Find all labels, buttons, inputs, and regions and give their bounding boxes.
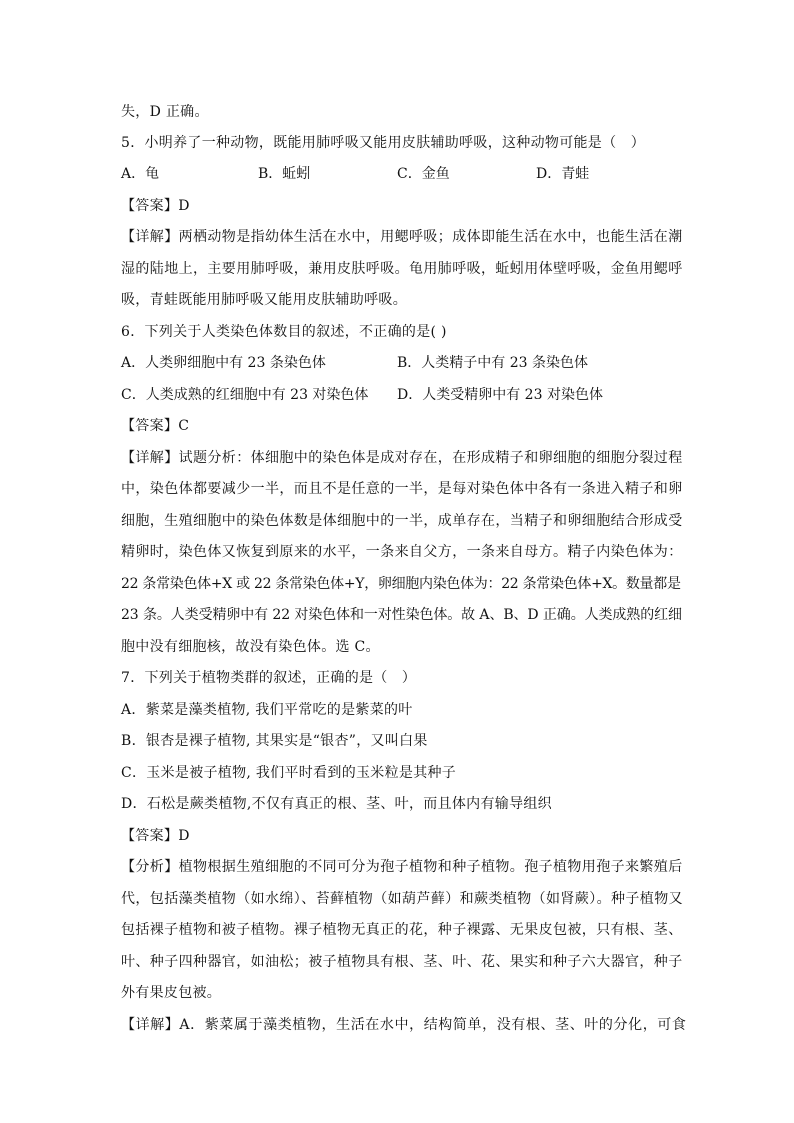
answer-6: 【答案】C: [121, 418, 190, 434]
answer-7: 【答案】D: [121, 828, 190, 844]
question-6: 6．下列关于人类染色体数目的叙述，不正确的是( ): [121, 324, 447, 340]
explanation-line: 吸，青蛙既能用肺呼吸又能用皮肤辅助呼吸。: [121, 292, 407, 308]
question-5: 5．小明养了一种动物，既能用肺呼吸又能用皮肤辅助呼吸，这种动物可能是（ ）: [121, 135, 646, 151]
q5-option-a: A．龟: [121, 166, 160, 182]
q5-option-c: C．金鱼: [397, 166, 450, 182]
explanation-line: 精卵时，染色体又恢复到原来的水平，一条来自父方，一条来自母方。精子内染色体为：: [121, 544, 683, 560]
q6-option-b: B．人类精子中有 23 条染色体: [397, 355, 589, 371]
answer-5: 【答案】D: [121, 198, 190, 214]
q7-option-c: C．玉米是被子植物, 我们平时看到的玉米粒是其种子: [121, 765, 457, 781]
analysis-line: 代，包括藻类植物（如水绵）、苔藓植物（如葫芦藓）和蕨类植物（如肾蕨）。种子植物又: [121, 891, 683, 907]
explanation-line: 【详解】试题分析：体细胞中的染色体是成对存在，在形成精子和卵细胞的细胞分裂过程: [121, 450, 683, 466]
analysis-line: 包括裸子植物和被子植物。裸子植物无真正的花，种子裸露、无果皮包被，只有根、茎、: [121, 922, 683, 938]
q6-option-c: C．人类成熟的红细胞中有 23 对染色体: [121, 387, 369, 403]
q6-option-d: D．人类受精卵中有 23 对染色体: [397, 387, 603, 403]
explanation-line: 中，染色体都要减少一半，而且不是任意的一半，是每对染色体中各有一条进入精子和卵: [121, 481, 683, 497]
analysis-line: 【分析】植物根据生殖细胞的不同可分为孢子植物和种子植物。孢子植物用孢子来繁殖后: [121, 859, 683, 875]
text-line: 失，D 正确。: [121, 104, 209, 120]
q7-option-a: A．紫菜是藻类植物, 我们平常吃的是紫菜的叶: [121, 702, 413, 718]
question-7: 7．下列关于植物类群的叙述，正确的是（ ）: [121, 670, 417, 686]
q5-option-b: B．蚯蚓: [258, 166, 311, 182]
explanation-line: 23 条。人类受精卵中有 22 对染色体和一对性染色体。故 A、B、D 正确。人类成熟的红细: [121, 607, 682, 623]
q7-option-b: B．银杏是裸子植物, 其果实是“银杏”，又叫白果: [121, 733, 428, 749]
explanation-line: 胞中没有细胞核，故没有染色体。选 C。: [121, 639, 380, 655]
analysis-line: 外有果皮包被。: [121, 985, 222, 1001]
explanation-line: 细胞，生殖细胞中的染色体数是体细胞中的一半，成单存在，当精子和卵细胞结合形成受: [121, 513, 683, 529]
explanation-line: 【详解】A．紫菜属于藻类植物，生活在水中，结构简单，没有根、茎、叶的分化，可食: [121, 1017, 687, 1033]
explanation-line: 22 条常染色体+X 或 22 条常染色体+Y，卵细胞内染色体为：22 条常染色体+X。数量都是: [121, 576, 681, 592]
q6-option-a: A．人类卵细胞中有 23 条染色体: [121, 355, 326, 371]
q5-option-d: D．青蛙: [536, 166, 590, 182]
explanation-line: 湿的陆地上，主要用肺呼吸，兼用皮肤呼吸。龟用肺呼吸，蚯蚓用体壁呼吸，金鱼用鳃呼: [121, 261, 683, 277]
analysis-line: 叶、种子四种器官，如油松；被子植物具有根、茎、叶、花、果实和种子六大器官，种子: [121, 954, 683, 970]
explanation-line: 【详解】两栖动物是指幼体生活在水中，用鳃呼吸；成体即能生活在水中，也能生活在潮: [121, 229, 683, 245]
q7-option-d: D．石松是蕨类植物,不仅有真正的根、茎、叶，而且体内有输导组织: [121, 796, 552, 812]
